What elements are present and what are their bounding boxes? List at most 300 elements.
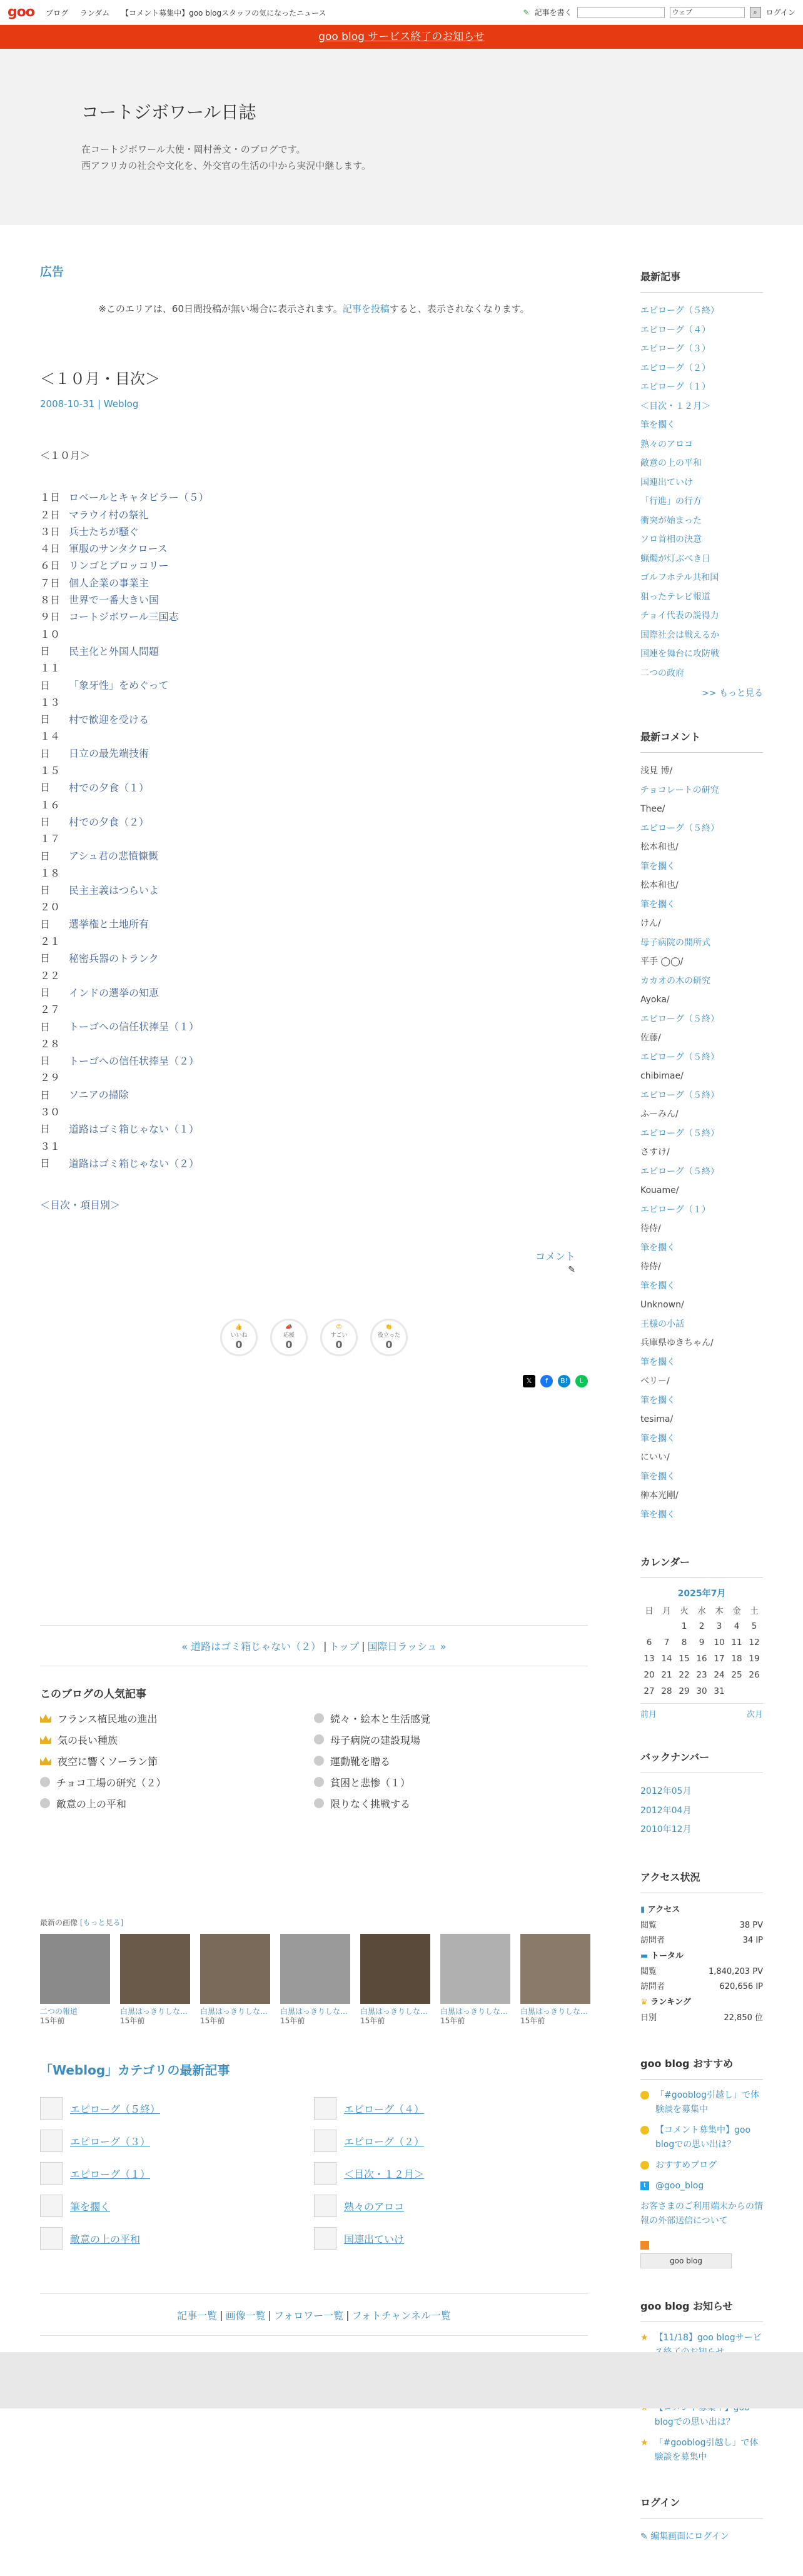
recent-article-link[interactable]: 国連出ていけ — [640, 477, 693, 488]
comment-author: 浅見 博 — [640, 766, 670, 776]
comment-article-link[interactable]: 筆を擱く — [640, 1471, 675, 1482]
category-article-link[interactable]: エピローグ（２） — [344, 2135, 425, 2148]
calendar-day: 19 — [749, 1654, 760, 1664]
recent-article-link[interactable]: 「行進」の行方 — [640, 496, 702, 506]
calendar-day: 26 — [749, 1670, 760, 1680]
image-thumbnail[interactable] — [280, 1934, 350, 2004]
nav-random-link[interactable]: ランダム — [79, 8, 110, 18]
image-age: 15年前 — [440, 2016, 465, 2026]
crown-icon — [40, 1714, 51, 1723]
popular-item — [40, 1711, 314, 1726]
popular-link[interactable]: 気の長い種族 — [58, 1734, 118, 1746]
recent-article-link[interactable]: チョイ代表の説得力 — [640, 611, 719, 621]
comment-item: 松本和也/ 筆を擱く — [640, 838, 763, 876]
category-article-link[interactable]: 熟々のアロコ — [344, 2200, 405, 2213]
calendar-prev-link[interactable]: 前月 — [640, 1710, 657, 1719]
calendar-day: 9 — [699, 1638, 705, 1648]
reaction-like-button[interactable]: 👍 いいね 0 — [220, 1319, 258, 1356]
toc-article-link[interactable]: 兵士たちが騒ぐ — [69, 525, 139, 538]
top-link[interactable]: トップ — [329, 1640, 360, 1653]
comment-article-link[interactable]: エピローグ（５終） — [640, 823, 719, 833]
facebook-share-icon[interactable]: f — [540, 1375, 553, 1387]
twitter-link[interactable]: @goo_blog — [655, 2180, 704, 2191]
category-article-link[interactable]: ＜目次・１２月＞ — [344, 2168, 425, 2180]
article-pager: « 道路はゴミ箱じゃない（２） | トップ | 国際日ラッシュ » — [40, 1625, 588, 1666]
star-icon: ★ — [640, 2332, 649, 2343]
comment-article-link[interactable]: エピローグ（５終） — [640, 1166, 719, 1177]
rank-dot-icon — [314, 1756, 324, 1766]
category-article-link[interactable]: エピローグ（４） — [344, 2103, 425, 2115]
recommend-item[interactable]: 【コメント募集中】goo blogでの思い出は？ — [655, 2125, 751, 2150]
toc-item — [40, 933, 588, 967]
comment-article-link[interactable]: エピローグ（５終） — [640, 1128, 719, 1139]
toc-item — [40, 898, 588, 933]
toc-article-link[interactable]: 「象牙性」をめぐって — [69, 679, 169, 692]
recommend-title: goo blog おすすめ — [640, 2056, 763, 2080]
calendar-weekday: 日 — [645, 1606, 654, 1616]
search-scope-select[interactable]: ウェブ — [670, 7, 745, 18]
back-number — [640, 1749, 763, 1839]
calendar-table — [640, 1602, 763, 1699]
toc-day: ２０日 — [40, 901, 61, 930]
comment-article-link[interactable]: エピローグ（１） — [640, 1204, 710, 1215]
comment-author: Ayoka — [640, 995, 667, 1005]
popular-item — [314, 1796, 588, 1811]
recent-article-link[interactable]: 敵意の上の平和 — [640, 458, 702, 468]
comment-item: 松本和也/ 筆を擱く — [640, 876, 763, 914]
total-pv: 1,840,203 PV — [708, 1966, 763, 1976]
image-caption[interactable]: 白黒はっきりしな… — [440, 2007, 508, 2016]
comment-article-link[interactable]: 筆を擱く — [640, 861, 675, 872]
calendar-day: 24 — [714, 1670, 725, 1680]
toc-article-link[interactable]: 選挙権と土地所有 — [69, 918, 149, 930]
popular-link[interactable]: チョコ工場の研究（２） — [56, 1776, 166, 1789]
toc-category-link[interactable]: ＜目次・項目別＞ — [40, 1199, 121, 1212]
news-item[interactable]: 【11/18】goo blogサービ — [654, 2332, 762, 2343]
calendar-day: 8 — [681, 1638, 687, 1648]
total-ip: 620,656 IP — [719, 1981, 763, 1991]
entry-meta: 2008-10-31 | Weblog — [40, 398, 139, 410]
toc-article-link[interactable]: 道路はゴミ箱じゃない（２） — [69, 1157, 199, 1169]
toc-article-link[interactable]: トーゴへの信任状捧呈（１） — [69, 1020, 199, 1033]
comment-article-link[interactable]: エピローグ（５終） — [640, 1014, 719, 1024]
recent-article-link[interactable]: エピローグ（２） — [640, 363, 710, 373]
toc-day: ２７日 — [40, 1004, 61, 1033]
image-thumbnail[interactable] — [360, 1934, 430, 2004]
popular-link[interactable]: 夜空に響くソーラン節 — [58, 1755, 158, 1768]
edit-pencil-icon[interactable]: ✎ — [568, 1265, 575, 1275]
category-item — [40, 2195, 314, 2217]
popular-link[interactable]: フランス植民地の進出 — [58, 1713, 158, 1725]
access-title: アクセス状況 — [640, 1869, 763, 1893]
toc-day: ７日 — [40, 576, 61, 589]
comment-author: ふーみん — [640, 1109, 675, 1119]
toc-item — [40, 1138, 588, 1172]
image-card[interactable] — [440, 1934, 510, 2025]
popular-link[interactable]: 貧困と悲惨（１） — [330, 1776, 411, 1789]
calendar-month: 2025年7月 — [677, 1589, 726, 1599]
comment-article-link[interactable]: 筆を擱く — [640, 1433, 675, 1444]
calendar-day: 30 — [696, 1686, 707, 1696]
toc-article-link[interactable]: 村での夕食（１） — [69, 782, 149, 794]
backnumber-title: バックナンバー — [640, 1749, 763, 1773]
entry-toc-list — [40, 489, 588, 1172]
image-caption[interactable]: 二つの報道 — [40, 2007, 78, 2016]
goo-blog-badge[interactable]: goo blog — [640, 2253, 732, 2268]
image-card[interactable] — [200, 1934, 270, 2025]
comment-item: 兵庫県ゆきちゃん/ 筆を擱く — [640, 1334, 763, 1372]
toc-article-link[interactable]: マラウイ村の祭礼 — [69, 508, 149, 521]
hatena-share-icon[interactable]: B! — [558, 1375, 570, 1387]
toc-item — [40, 762, 588, 797]
toc-article-link[interactable]: リンゴとブロッコリー — [69, 560, 169, 572]
list-links: 記事一覧 | 画像一覧 | フォロワー一覧 | フォトチャンネル一覧 — [40, 2293, 588, 2336]
login-link[interactable]: ログイン — [765, 8, 795, 17]
comment-article-link[interactable]: 王様の小話 — [640, 1319, 684, 1329]
toc-item — [40, 728, 588, 762]
recent-article-link[interactable]: エピローグ（１） — [640, 382, 710, 392]
prev-article-link[interactable]: « 道路はゴミ箱じゃない（２） — [181, 1640, 321, 1653]
toc-item — [40, 523, 588, 540]
crown-icon — [40, 1756, 51, 1765]
comment-author: 待侍 — [640, 1224, 658, 1234]
calendar-day: 4 — [734, 1621, 740, 1631]
crown-icon — [40, 1735, 51, 1744]
image-thumbnail[interactable] — [520, 1934, 590, 2004]
image-caption[interactable]: 白黒はっきりしな… — [520, 2007, 588, 2016]
comment-item: Kouame/ エピローグ（１） — [640, 1181, 763, 1219]
bulb-icon — [640, 2126, 649, 2135]
toc-article-link[interactable]: 個人企業の事業主 — [69, 576, 149, 589]
write-article-link[interactable]: 記事を書く — [534, 8, 572, 17]
comment-item: ベリー/ 筆を擱く — [640, 1372, 763, 1410]
recent-article-link[interactable]: 熟々のアロコ — [640, 439, 693, 450]
rss-icon[interactable] — [640, 2241, 649, 2250]
comment-author: Thee — [640, 804, 662, 814]
comment-article-link[interactable]: エピローグ（５終） — [640, 1090, 719, 1100]
toc-article-link[interactable]: 民主化と外国人問題 — [69, 645, 159, 657]
reaction-wow-button[interactable]: 😍 すごい 0 — [320, 1319, 358, 1356]
rank-dot-icon — [314, 1713, 324, 1723]
calendar-day: 20 — [644, 1670, 655, 1680]
calendar-day: 27 — [644, 1686, 655, 1696]
calendar-day: 6 — [646, 1638, 652, 1648]
toc-article-link[interactable]: ロベールとキャタピラー（５） — [69, 491, 209, 504]
category-item — [314, 2097, 588, 2120]
calendar-day: 2 — [699, 1621, 705, 1631]
image-thumbnail[interactable] — [440, 1934, 510, 2004]
ad-title: 広告 — [40, 265, 64, 279]
category-article-link[interactable]: 筆を擱く — [70, 2200, 111, 2213]
bulb-icon — [640, 2091, 649, 2100]
blog-title[interactable]: コートジボワール日誌 — [81, 102, 256, 123]
toc-article-link[interactable]: ソニアの掃除 — [69, 1089, 129, 1101]
image-caption[interactable]: 白黒はっきりしな… — [360, 2007, 428, 2016]
twitter-icon: t — [640, 2181, 649, 2190]
calendar-day — [745, 1683, 763, 1699]
toc-article-link[interactable]: 世界で一番大きい国 — [69, 594, 159, 606]
popular-item — [314, 1753, 588, 1768]
line-share-icon[interactable]: L — [575, 1375, 588, 1387]
popular-link[interactable]: 運動靴を贈る — [330, 1755, 391, 1768]
popular-link[interactable]: 敵意の上の平和 — [56, 1798, 127, 1810]
comment-author: 松本和也 — [640, 842, 675, 852]
recent-article-link[interactable]: エピローグ（５終） — [640, 306, 719, 316]
comment-article-link[interactable]: 筆を擱く — [640, 1509, 675, 1520]
external-send-note-link[interactable]: お客さまのご利用端末からの情報の外部送信について — [640, 2201, 763, 2226]
comment-link[interactable]: コメント — [535, 1250, 575, 1263]
entry-date[interactable]: 2008-10-31 — [40, 398, 95, 410]
daily-pv: 38 PV — [739, 1920, 763, 1930]
recent-article-link[interactable]: エピローグ（４） — [640, 325, 710, 335]
backnumber-item[interactable]: 2012年05月 — [640, 1786, 692, 1796]
toc-item — [40, 608, 588, 625]
image-card[interactable] — [520, 1934, 590, 2025]
image-card[interactable] — [280, 1934, 350, 2025]
toc-day: ３０日 — [40, 1105, 61, 1135]
backnumber-item[interactable]: 2010年12月 — [640, 1824, 692, 1834]
toc-article-link[interactable]: 村で歓迎を受ける — [69, 713, 149, 726]
news-item[interactable]: blogでの思い出は？ — [654, 2417, 735, 2427]
news-title: goo blog お知らせ — [640, 2298, 763, 2322]
comment-article-link[interactable]: チョコレートの研究 — [640, 785, 719, 795]
recent-article-link[interactable]: ＜目次・１２月＞ — [640, 401, 710, 411]
image-caption[interactable]: 白黒はっきりしな… — [200, 2007, 268, 2016]
toc-item — [40, 967, 588, 1002]
content-wrap — [0, 225, 803, 2576]
calendar-day: 16 — [696, 1654, 707, 1664]
bulb-icon — [640, 2161, 649, 2170]
toc-article-link[interactable]: コートジボワール三国志 — [69, 611, 179, 623]
toc-article-link[interactable]: トーゴへの信任状捧呈（２） — [69, 1055, 199, 1067]
comment-item: ふーみん/ エピローグ（５終） — [640, 1105, 763, 1143]
daily-rank: 22,850 位 — [724, 2013, 763, 2023]
image-caption[interactable]: 白黒はっきりしな… — [280, 2007, 348, 2016]
image-thumbnail[interactable] — [120, 1934, 190, 2004]
image-thumbnail[interactable] — [200, 1934, 270, 2004]
comment-author: 待侍 — [640, 1262, 658, 1272]
recent-article-link[interactable]: 国連を舞台に攻防戦 — [640, 649, 719, 659]
comment-article-link[interactable]: 筆を擱く — [640, 1395, 675, 1406]
calendar-weekday: 土 — [750, 1606, 759, 1616]
comment-author: ベリー — [640, 1376, 667, 1386]
toc-day: ２２日 — [40, 969, 61, 999]
service-end-banner[interactable]: goo blog サービス終了のお知らせ — [0, 25, 803, 49]
document-icon — [40, 2097, 63, 2120]
popular-link[interactable]: 限りなく挑戦する — [330, 1798, 411, 1810]
toc-item — [40, 540, 588, 557]
entry-title[interactable]: ＜１０月・目次＞ — [40, 370, 160, 388]
recommend-item[interactable]: おすすめブログ — [655, 2160, 717, 2170]
image-age: 15年前 — [120, 2016, 145, 2026]
document-icon — [40, 2195, 63, 2217]
popular-title: このブログの人気記事 — [40, 1688, 146, 1701]
toc-item — [40, 1035, 588, 1070]
toc-article-link[interactable]: アシュ君の悲憤慷慨 — [69, 850, 159, 862]
toc-article-link[interactable]: 民主主義はつらいよ — [69, 884, 159, 897]
comment-author: けん — [640, 918, 658, 928]
comment-item: さすけ/ エピローグ（５終） — [640, 1143, 763, 1181]
toc-article-link[interactable]: 村での夕食（２） — [69, 815, 149, 828]
calendar-day: 1 — [681, 1621, 687, 1631]
follower-list-link[interactable]: フォロワー一覧 — [273, 2309, 344, 2322]
image-card[interactable] — [360, 1934, 430, 2025]
popular-link[interactable]: 続々・絵本と生活感覚 — [330, 1713, 431, 1725]
toc-article-link[interactable]: 軍服のサンタクロース — [69, 543, 168, 555]
calendar-next-link[interactable]: 次月 — [746, 1710, 763, 1719]
image-thumbnail[interactable] — [40, 1934, 110, 2004]
comment-article-link[interactable]: 筆を擱く — [640, 1242, 675, 1253]
recent-article-link[interactable]: 蝋燭が灯ぶべき日 — [640, 553, 710, 564]
toc-day: １７日 — [40, 833, 61, 862]
recent-article-link[interactable]: 衝突が始まった — [640, 515, 702, 526]
comment-item: chibimae/ エピローグ（５終） — [640, 1067, 763, 1105]
comment-article-link[interactable]: 筆を擱く — [640, 1280, 675, 1291]
rank-dot-icon — [314, 1734, 324, 1744]
news-item[interactable]: 「#gooblog引越し」で体験談を募集中 — [654, 2437, 759, 2462]
toc-article-link[interactable]: 日立の最先端技術 — [69, 747, 149, 760]
recent-article-link[interactable]: 狙ったテレビ報道 — [640, 591, 710, 602]
toc-day: ３日 — [40, 525, 61, 538]
photochannel-list-link[interactable]: フォトチャンネル一覧 — [351, 2309, 451, 2322]
recent-article-link[interactable]: エピローグ（３） — [640, 344, 710, 354]
nav-news-link[interactable]: 【コメント募集中】goo blogスタッフの気になったニュース — [121, 8, 326, 18]
sidebar — [640, 225, 763, 2576]
toc-day: ３１日 — [40, 1140, 61, 1169]
comment-author: 兵庫県ゆきちゃん — [640, 1338, 710, 1348]
popular-link[interactable]: 母子病院の建設現場 — [330, 1734, 421, 1746]
toc-day: １１日 — [40, 662, 61, 692]
comment-article-link[interactable]: カカオの木の研究 — [640, 975, 710, 986]
image-card[interactable] — [40, 1934, 110, 2025]
category-item — [314, 2195, 588, 2217]
calendar-day: 12 — [749, 1638, 760, 1648]
calendar-day: 10 — [714, 1638, 725, 1648]
next-article-link[interactable]: 国際日ラッシュ » — [367, 1640, 447, 1653]
backnumber-item[interactable]: 2012年04月 — [640, 1805, 692, 1816]
category-item — [40, 2162, 314, 2185]
category-item — [314, 2130, 588, 2152]
category-article-link[interactable]: 敵意の上の平和 — [70, 2233, 141, 2245]
comment-article-link[interactable]: 筆を擱く — [640, 899, 675, 910]
toc-item — [40, 1069, 588, 1104]
post-article-link[interactable]: 記事を投稿 — [342, 303, 390, 314]
toc-item — [40, 506, 588, 523]
category-article-link[interactable]: エピローグ（５終） — [70, 2103, 161, 2115]
calendar — [640, 1554, 763, 1719]
image-list-link[interactable]: 画像一覧 — [225, 2309, 266, 2322]
recent-article-link[interactable]: 筆を擱く — [640, 420, 675, 430]
toc-day: １６日 — [40, 798, 61, 828]
category-article-link[interactable]: 国連出ていけ — [344, 2233, 405, 2245]
category-article-link[interactable]: エピローグ（３） — [70, 2135, 151, 2148]
toc-item — [40, 1001, 588, 1035]
recent-article-link[interactable]: 国際社会は戦えるか — [640, 630, 719, 640]
calendar-day: 15 — [679, 1654, 690, 1664]
toc-day: １３日 — [40, 696, 61, 726]
top-nav — [46, 7, 335, 18]
toc-article-link[interactable]: 道路はゴミ箱じゃない（１） — [69, 1123, 199, 1135]
category-item — [40, 2130, 314, 2152]
search-icon[interactable]: ⌕ — [750, 7, 761, 18]
recommend — [640, 2056, 763, 2268]
toc-item — [40, 865, 588, 899]
blog-desc-line2: 西アフリカの社会や文化を、外交官の生活の中から実況中継します。 — [81, 160, 371, 171]
calendar-day — [728, 1683, 745, 1699]
calendar-day: 28 — [661, 1686, 672, 1696]
recent-article-link[interactable]: ゴルフホテル共和国 — [640, 573, 719, 583]
image-card[interactable] — [120, 1934, 190, 2025]
toc-article-link[interactable]: インドの選挙の知恵 — [69, 986, 159, 999]
toc-article-link[interactable]: 秘密兵器のトランク — [69, 952, 159, 965]
nav-blog-link[interactable]: ブログ — [45, 8, 68, 18]
comment-author: tesima — [640, 1414, 670, 1424]
goo-logo[interactable]: goo — [8, 4, 34, 20]
document-icon — [314, 2195, 336, 2217]
toc-item — [40, 575, 588, 591]
entry-category[interactable]: Weblog — [103, 398, 139, 410]
toc-item — [40, 557, 588, 574]
document-icon — [40, 2162, 63, 2185]
popular-item — [40, 1774, 314, 1789]
calendar-day: 18 — [731, 1654, 742, 1664]
main-column — [40, 225, 588, 2576]
category-item — [40, 2227, 314, 2250]
category-item — [314, 2227, 588, 2250]
comment-item: 待侍/ 筆を擱く — [640, 1257, 763, 1296]
toc-item — [40, 694, 588, 728]
toc-day: ４日 — [40, 543, 61, 555]
comment-item: Unknown/ 王様の小話 — [640, 1296, 763, 1334]
calendar-day: 7 — [664, 1638, 670, 1648]
image-age: 15年前 — [520, 2016, 545, 2026]
comment-article-link[interactable]: 母子病院の開所式 — [640, 937, 710, 948]
calendar-day: 17 — [714, 1654, 725, 1664]
edit-login-link[interactable]: ✎ 編集画面にログイン — [640, 2531, 729, 2542]
calendar-title: カレンダー — [640, 1554, 763, 1578]
calendar-day: 5 — [751, 1621, 757, 1631]
popular-item — [40, 1753, 314, 1768]
x-share-icon[interactable]: 𝕏 — [523, 1375, 535, 1387]
images-more-link[interactable]: [もっと見る] — [79, 1918, 124, 1928]
top-bar — [0, 0, 803, 25]
image-age: 15年前 — [200, 2016, 225, 2026]
comment-article-link[interactable]: エピローグ（５終） — [640, 1052, 719, 1062]
recent-more-link[interactable]: >> もっと見る — [702, 688, 763, 698]
comment-item: けん/ 母子病院の開所式 — [640, 914, 763, 952]
recommend-item[interactable]: 「#gooblog引越し」で体験談を募集中 — [655, 2090, 759, 2115]
comment-article-link[interactable]: 筆を擱く — [640, 1357, 675, 1367]
comment-item: Thee/ エピローグ（５終） — [640, 800, 763, 838]
search-input[interactable] — [577, 7, 665, 18]
document-icon — [314, 2097, 336, 2120]
toc-item — [40, 591, 588, 608]
recent-article-link[interactable]: 二つの政府 — [640, 668, 684, 678]
toc-day: １８日 — [40, 867, 61, 897]
rank-dot-icon — [40, 1777, 50, 1787]
recent-articles — [640, 269, 763, 699]
calendar-day: 3 — [716, 1621, 722, 1631]
ranking-head: ♛ ランキング — [640, 1997, 691, 2007]
reaction-cheer-button[interactable]: 📣 応援 0 — [270, 1319, 308, 1356]
reaction-useful-button[interactable]: 👏 役立った 0 — [370, 1319, 408, 1356]
comment-item: 平手 ◯◯/ カカオの木の研究 — [640, 952, 763, 990]
category-article-link[interactable]: エピローグ（１） — [70, 2168, 151, 2180]
image-caption[interactable]: 白黒はっきりしな… — [120, 2007, 188, 2016]
recent-article-link[interactable]: ソロ首相の決意 — [640, 535, 702, 545]
calendar-day: 14 — [661, 1654, 672, 1664]
article-list-link[interactable]: 記事一覧 — [177, 2309, 218, 2322]
